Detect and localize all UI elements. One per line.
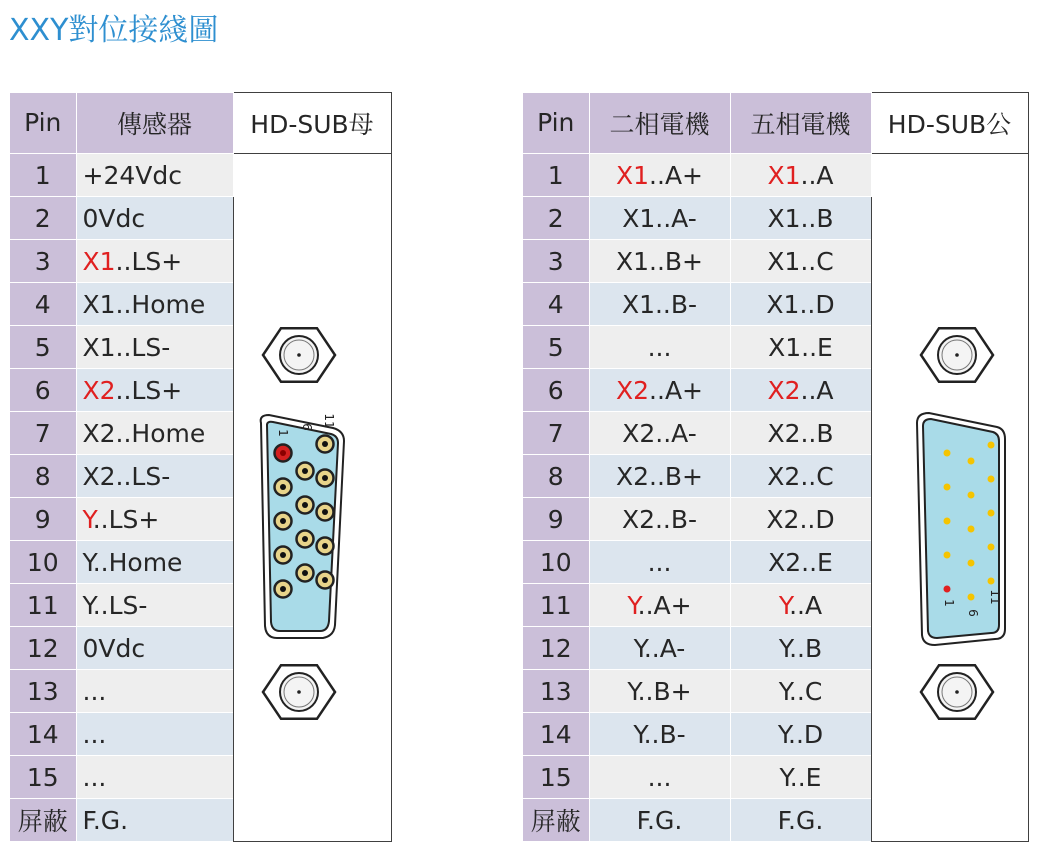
signal-axis-highlight: Y: [82, 504, 93, 534]
signal-axis-highlight: X1: [616, 160, 650, 190]
table-row: [10, 154, 391, 197]
sensor-signal-cell: [76, 326, 233, 369]
signal-text: X1..C: [767, 246, 834, 276]
five-phase-motor-cell: [730, 627, 871, 670]
pin-number-cell: 15: [10, 756, 76, 799]
two-phase-motor-cell: [589, 326, 730, 369]
signal-text: X2..A-: [622, 418, 697, 448]
two-phase-motor-cell: [589, 283, 730, 326]
signal-text: 0Vdc: [82, 633, 146, 663]
pin-number-label: 11: [987, 588, 1002, 605]
pin-contact: [943, 449, 950, 456]
pin-number-cell: 1: [523, 154, 589, 197]
sensor-signal-cell: [76, 154, 233, 197]
signal-text: X1..Home: [82, 289, 206, 319]
table-header-row: [10, 93, 391, 154]
pin-number-cell: 7: [523, 412, 589, 455]
pin-contact: [987, 475, 994, 482]
signal-text: ..LS+: [92, 504, 160, 534]
signal-text: X1..B+: [615, 246, 704, 276]
signal-axis-highlight: X1: [767, 160, 801, 190]
five-phase-motor-cell: [730, 455, 871, 498]
signal-axis-highlight: Y: [778, 590, 790, 620]
pin-number-cell: 10: [523, 541, 589, 584]
two-phase-motor-cell: [589, 197, 730, 240]
two-phase-motor-cell: [589, 799, 730, 842]
signal-text: ...: [82, 676, 107, 706]
signal-text: X2..C: [767, 461, 834, 491]
signal-text: ...: [82, 719, 107, 749]
signal-axis-highlight: X2: [767, 375, 801, 405]
five-phase-motor-cell: [730, 756, 871, 799]
pin-number-cell: 3: [523, 240, 589, 283]
signal-text: 0Vdc: [82, 203, 146, 233]
five-phase-motor-cell: [730, 670, 871, 713]
hd-sub-male-connector-icon: [875, 235, 1025, 755]
two-phase-motor-cell: [589, 670, 730, 713]
sensor-signal-cell: [76, 197, 233, 240]
header-hd-sub-female: HD-SUB母: [233, 93, 391, 154]
signal-text: ..A+: [649, 160, 703, 190]
pin-number-cell: 屏蔽: [10, 799, 76, 842]
five-phase-motor-cell: [730, 326, 871, 369]
male-connector-pin-table: [523, 92, 1029, 842]
signal-text: ..LS+: [115, 375, 183, 405]
sensor-signal-cell: [76, 541, 233, 584]
two-phase-motor-cell: [589, 412, 730, 455]
two-phase-motor-cell: [589, 498, 730, 541]
screw-center-dot: [297, 690, 301, 694]
pin-number-cell: 8: [10, 455, 76, 498]
two-phase-motor-cell: [589, 713, 730, 756]
pin-number-cell: 13: [10, 670, 76, 713]
pin-number-label: 6: [300, 422, 314, 431]
pin-contact: [987, 509, 994, 516]
five-phase-motor-cell: [730, 713, 871, 756]
pin-contact: [943, 483, 950, 490]
header-hd-sub-male: HD-SUB公: [871, 93, 1028, 154]
pin-number-cell: 7: [10, 412, 76, 455]
signal-text: Y..D: [777, 719, 824, 749]
signal-text: ..A: [789, 590, 823, 620]
five-phase-motor-cell: [730, 197, 871, 240]
signal-text: Y..E: [779, 762, 822, 792]
five-phase-motor-cell: [730, 283, 871, 326]
pin-contact: [967, 525, 974, 532]
five-phase-motor-cell: [730, 498, 871, 541]
connector-body: [923, 419, 999, 638]
signal-text: Y..B: [778, 633, 823, 663]
header-sensor: 傳感器: [76, 93, 233, 154]
sensor-signal-cell: [76, 713, 233, 756]
signal-text: X2..B-: [621, 504, 698, 534]
sensor-signal-cell: [76, 283, 233, 326]
pin-contact: [987, 577, 994, 584]
two-phase-motor-cell: [589, 627, 730, 670]
pin-number-cell: 6: [10, 369, 76, 412]
pin-number-cell: 10: [10, 541, 76, 584]
signal-text: ...: [647, 547, 672, 577]
signal-text: ...: [647, 762, 672, 792]
pin-number-cell: 6: [523, 369, 589, 412]
header-two-phase-motor: 二相電機: [589, 93, 730, 154]
header-five-phase-motor: 五相電機: [730, 93, 871, 154]
signal-text: X2..LS-: [82, 461, 171, 491]
signal-text: X1..A-: [622, 203, 697, 233]
pin-number-cell: 屏蔽: [523, 799, 589, 842]
signal-axis-highlight: X2: [616, 375, 650, 405]
connector-diagram-cell: [871, 154, 1028, 842]
signal-text: X1..E: [768, 332, 833, 362]
signal-text: ..A: [800, 160, 834, 190]
signal-text: ...: [82, 762, 107, 792]
five-phase-motor-cell: [730, 584, 871, 627]
signal-text: Y..B-: [633, 719, 686, 749]
signal-text: X1..D: [766, 289, 835, 319]
two-phase-motor-cell: [589, 756, 730, 799]
signal-text: ..LS+: [115, 246, 183, 276]
signal-text: X2..E: [768, 547, 833, 577]
sensor-signal-cell: [76, 498, 233, 541]
pin-contact: [987, 441, 994, 448]
five-phase-motor-cell: [730, 412, 871, 455]
pin-number-label: 1: [941, 598, 956, 607]
table-row: [523, 154, 1028, 197]
two-phase-motor-cell: [589, 154, 730, 197]
screw-center-dot: [297, 353, 301, 357]
pin-number-cell: 11: [10, 584, 76, 627]
signal-text: X2..D: [766, 504, 835, 534]
two-phase-motor-cell: [589, 455, 730, 498]
signal-text: X2..B: [767, 418, 834, 448]
pin-number-cell: 12: [523, 627, 589, 670]
pin-number-cell: 8: [523, 455, 589, 498]
signal-text: Y..A-: [633, 633, 686, 663]
hd-sub-female-connector-icon: [237, 235, 387, 755]
pin-number-cell: 3: [10, 240, 76, 283]
pin-number-cell: 5: [10, 326, 76, 369]
pin-contact: [943, 551, 950, 558]
two-phase-motor-cell: [589, 240, 730, 283]
signal-text: X2..Home: [82, 418, 206, 448]
pin-1-contact: [943, 585, 950, 592]
signal-axis-highlight: X1: [82, 246, 116, 276]
sensor-signal-cell: [76, 369, 233, 412]
sensor-signal-cell: [76, 756, 233, 799]
sensor-signal-cell: [76, 455, 233, 498]
pin-contact: [967, 457, 974, 464]
two-phase-motor-cell: [589, 541, 730, 584]
header-pin: Pin: [10, 93, 76, 154]
pin-number-cell: 1: [10, 154, 76, 197]
pin-contact: [967, 491, 974, 498]
five-phase-motor-cell: [730, 799, 871, 842]
pin-contact: [967, 559, 974, 566]
pin-number-label: 6: [965, 608, 980, 617]
pin-number-cell: 14: [10, 713, 76, 756]
sensor-signal-cell: [76, 412, 233, 455]
signal-axis-highlight: Y: [627, 590, 638, 620]
pin-number-cell: 2: [10, 197, 76, 240]
pin-number-cell: 9: [523, 498, 589, 541]
signal-axis-highlight: X2: [82, 375, 116, 405]
pin-contact: [943, 517, 950, 524]
two-phase-motor-cell: [589, 584, 730, 627]
five-phase-motor-cell: [730, 541, 871, 584]
screw-center-dot: [955, 690, 959, 694]
signal-text: F.G.: [82, 805, 129, 835]
signal-text: ..A+: [649, 375, 703, 405]
pin-number-cell: 14: [523, 713, 589, 756]
pin-number-cell: 13: [523, 670, 589, 713]
pin-number-cell: 12: [10, 627, 76, 670]
pin-number-label: 1: [276, 428, 290, 437]
header-pin: Pin: [523, 93, 589, 154]
sensor-signal-cell: [76, 670, 233, 713]
signal-text: ..A: [800, 375, 834, 405]
signal-text: X1..B: [767, 203, 834, 233]
pin-number-cell: 5: [523, 326, 589, 369]
pin-number-cell: 4: [10, 283, 76, 326]
five-phase-motor-cell: [730, 240, 871, 283]
signal-text: Y..LS-: [82, 590, 148, 620]
pin-number-cell: 4: [523, 283, 589, 326]
signal-text: X1..B-: [621, 289, 698, 319]
pin-number-cell: 11: [523, 584, 589, 627]
screw-center-dot: [955, 353, 959, 357]
sensor-signal-cell: [76, 584, 233, 627]
pin-number-cell: 9: [10, 498, 76, 541]
signal-text: ..A+: [637, 590, 692, 620]
female-connector-pin-table: [10, 92, 392, 842]
sensor-signal-cell: [76, 627, 233, 670]
connector-diagram-cell: [233, 154, 391, 842]
pin-number-cell: 2: [523, 197, 589, 240]
five-phase-motor-cell: [730, 369, 871, 412]
signal-text: F.G.: [636, 805, 683, 835]
pin-contact: [987, 543, 994, 550]
signal-text: Y..C: [778, 676, 823, 706]
two-phase-motor-cell: [589, 369, 730, 412]
signal-text: X2..B+: [615, 461, 704, 491]
signal-text: X1..LS-: [82, 332, 171, 362]
table-header-row: [523, 93, 1028, 154]
signal-text: F.G.: [777, 805, 824, 835]
sensor-signal-cell: [76, 799, 233, 842]
pin-number-label: 11: [322, 412, 336, 429]
signal-text: Y..B+: [627, 676, 692, 706]
five-phase-motor-cell: [730, 154, 871, 197]
sensor-signal-cell: [76, 240, 233, 283]
signal-text: ...: [647, 332, 672, 362]
signal-text: Y..Home: [82, 547, 183, 577]
page-title: XXY對位接綫圖: [9, 13, 219, 48]
signal-text: +24Vdc: [82, 160, 182, 190]
pin-number-cell: 15: [523, 756, 589, 799]
pin-contact: [967, 593, 974, 600]
